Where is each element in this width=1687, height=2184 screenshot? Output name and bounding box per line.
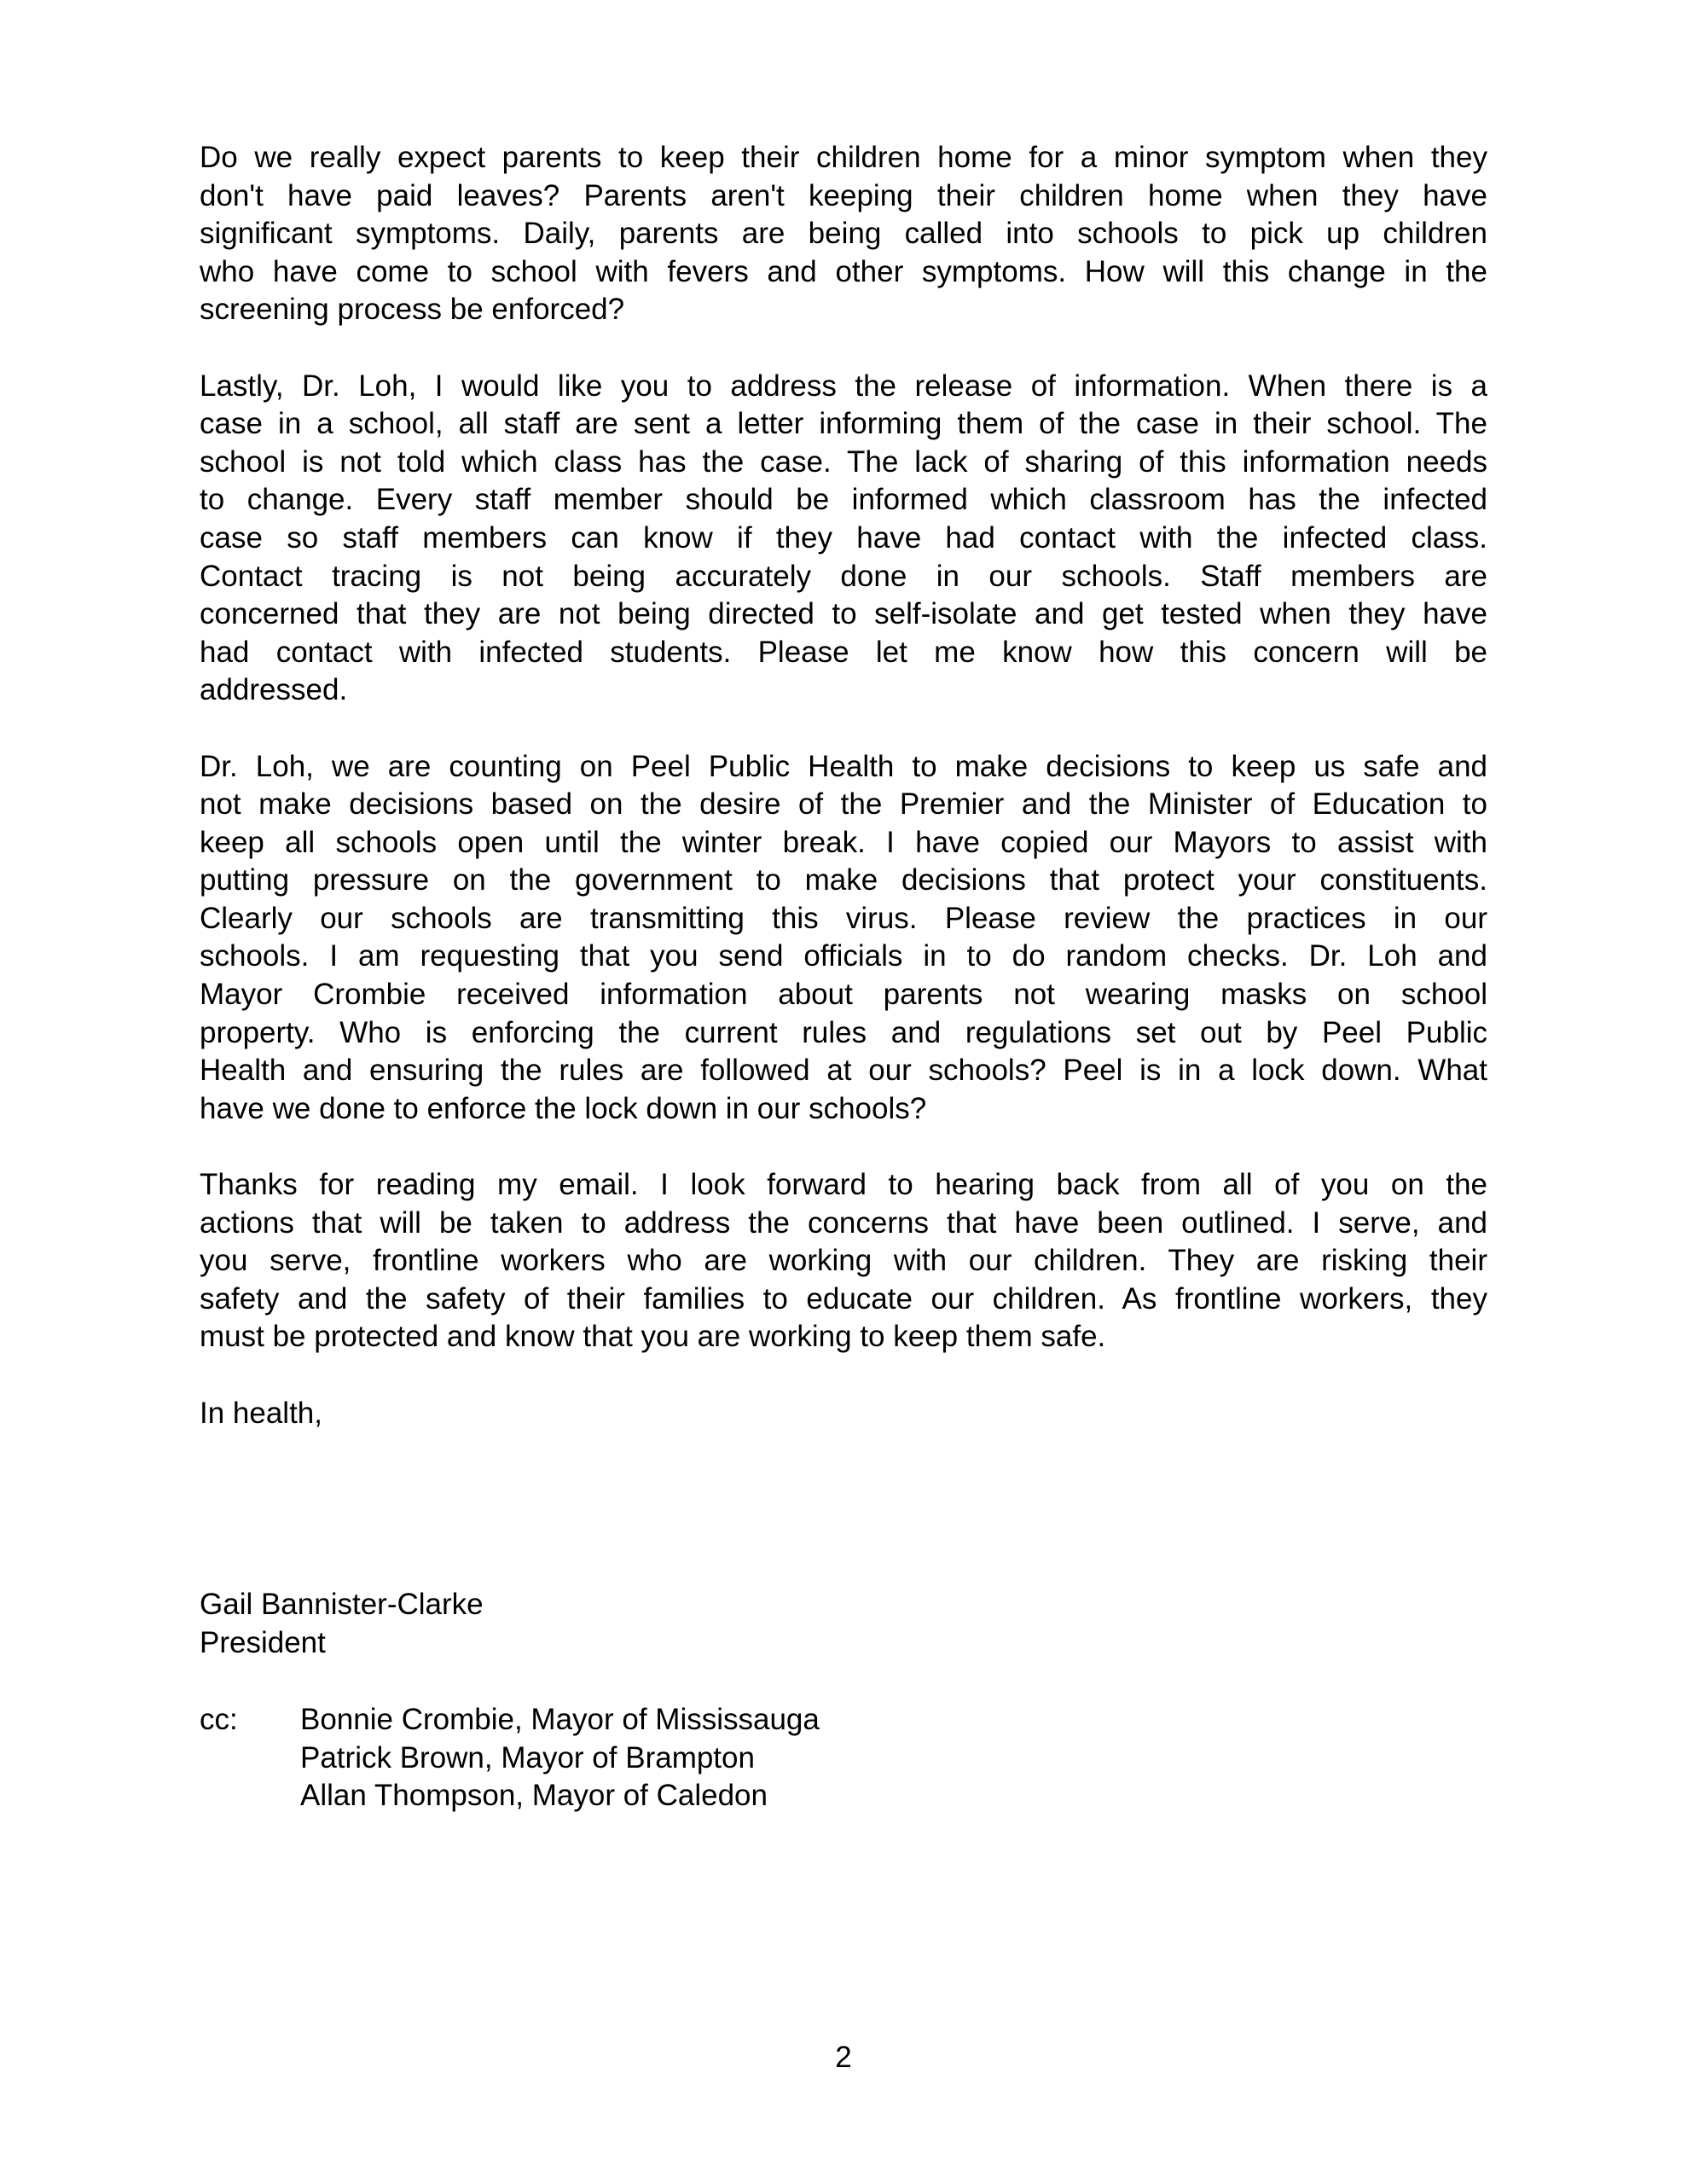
closing-text: In health, (200, 1396, 322, 1430)
text-line: Mayor Crombie received information about parents not wearing masks on school (200, 978, 1487, 1012)
cc-label: cc: (200, 1703, 238, 1736)
text-line: case in a school, all staff are sent a letter informing them of the case in their school. The (200, 407, 1487, 441)
cc-recipient-list (300, 1701, 820, 1815)
text-line: had contact with infected students. Please let me know how this concern will be (200, 635, 1487, 669)
cc-recipient: Bonnie Crombie, Mayor of Mississauga (300, 1703, 820, 1736)
signer-title: President (200, 1625, 326, 1659)
closing (200, 1395, 1487, 1433)
text-line: Health and ensuring the rules are followed at our schools? Peel is in a lock down. What (200, 1054, 1487, 1088)
text-line: Clearly our schools are transmitting this virus. Please review the practices in our (200, 901, 1487, 935)
text-line: must be protected and know that you are working to keep them safe. (200, 1320, 1106, 1354)
text-line: Contact tracing is not being accurately done in our schools. Staff members are (200, 559, 1487, 593)
text-line: to change. Every staff member should be informed which classroom has the infected (200, 483, 1487, 517)
letter-body (200, 139, 1487, 1432)
text-line: safety and the safety of their families to educate our children. As frontline workers, they (200, 1281, 1487, 1316)
text-line: you serve, frontline workers who are working with our children. They are risking their (200, 1244, 1487, 1278)
text-line: Lastly, Dr. Loh, I would like you to address the release of information. When there is a (200, 369, 1487, 403)
text-line: concerned that they are not being directed to self-isolate and get tested when they have (200, 597, 1487, 631)
text-line: significant symptoms. Daily, parents are being called into schools to pick up children (200, 217, 1487, 251)
paragraph-public-health (200, 748, 1487, 1129)
text-line: case so staff members can know if they have had contact with the infected class. (200, 520, 1487, 555)
text-line: who have come to school with fevers and other symptoms. How will this change in the (200, 254, 1487, 288)
text-line: keep all schools open until the winter break. I have copied our Mayors to assist with (200, 825, 1487, 859)
text-line: schools. I am requesting that you send officials in to do random checks. Dr. Loh and (200, 939, 1487, 973)
text-line: have we done to enforce the lock down in our schools? (200, 1091, 927, 1125)
signer-name: Gail Bannister-Clarke (200, 1588, 484, 1621)
signature-block (200, 1586, 484, 1662)
paragraph-screening (200, 139, 1487, 329)
text-line: putting pressure on the government to make decisions that protect your constituents. (200, 863, 1487, 897)
text-line: school is not told which class has the case. The lack of sharing of this information needs (200, 444, 1487, 479)
cc-recipient: Patrick Brown, Mayor of Brampton (300, 1740, 755, 1774)
text-line: not make decisions based on the desire of the Premier and the Minister of Education to (200, 787, 1487, 822)
text-line: screening process be enforced? (200, 293, 625, 327)
text-line: actions that will be taken to address the concerns that have been outlined. I serve, and (200, 1205, 1487, 1240)
text-line: Do we really expect parents to keep their children home for a minor symptom when they (200, 141, 1487, 174)
paragraph-thanks (200, 1166, 1487, 1356)
text-line: Dr. Loh, we are counting on Peel Public Health to make decisions to keep us safe and (200, 749, 1487, 783)
text-line: property. Who is enforcing the current rules and regulations set out by Peel Public (200, 1015, 1487, 1049)
page-number: 2 (835, 2041, 852, 2074)
cc-recipient: Allan Thompson, Mayor of Caledon (300, 1779, 768, 1813)
text-line: don't have paid leaves? Parents aren't keeping their children home when they have (200, 178, 1487, 212)
paragraph-information-release (200, 368, 1487, 710)
text-line: addressed. (200, 673, 348, 707)
text-line: Thanks for reading my email. I look forward to hearing back from all of you on the (200, 1168, 1487, 1202)
